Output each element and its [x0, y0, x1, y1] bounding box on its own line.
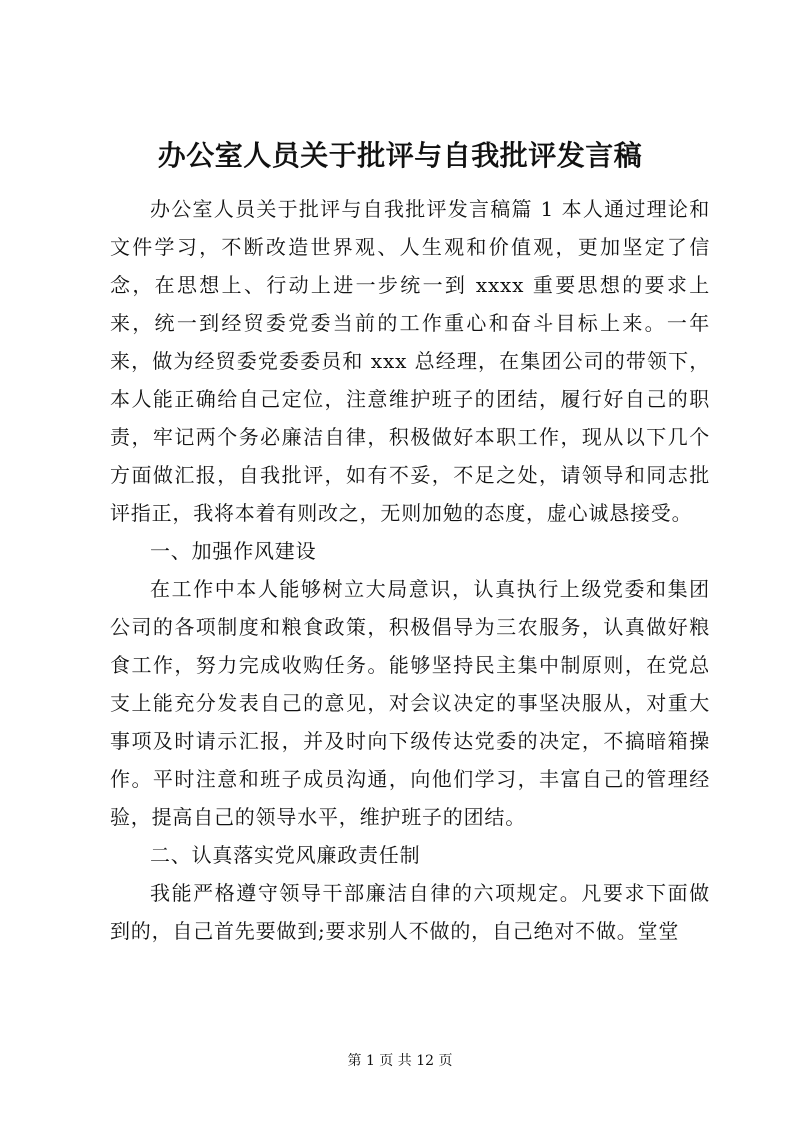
paragraph-section-1: 在工作中本人能够树立大局意识，认真执行上级党委和集团公司的各项制度和粮食政策，积极倡导为三农服务，认真做好粮食工作，努力完成收购任务。能够坚持民主集中制原则，在党总支上能充分发表自己的意见，对会议决定的事坚决服从，对重大事项及时请示汇报，并及时向下级传达党委的决定，不搞暗箱操作。平时注意和班子成员沟通，向他们学习，丰富自己的管理经验，提高自己的领导水平，维护班子的团结。: [110, 577, 710, 829]
paragraph-intro: 办公室人员关于批评与自我批评发言稿篇 1 本人通过理论和文件学习，不断改造世界观、人生观和价值观，更加坚定了信念，在思想上、行动上进一步统一到 xxxx 重要思想的要求上来，统一到经贸委党委当前的工作重心和奋斗目标上来。一年来，做为经贸委党委委员和 xxx 总经理，在集团公司的带领下，本人能正确给自己定位，注意维护班子的团结，履行好自己的职责，牢记两个务必廉洁自律，积极做好本职工作，现从以下几个方面做汇报，自我批评，如有不妥，不足之处，请领导和同志批评指正，我将本着有则改之，无则加勉的态度，虚心诚恳接受。: [110, 197, 710, 525]
page-footer: 第 1 页 共 12 页: [347, 1053, 453, 1069]
document-body: [110, 190, 710, 950]
section-heading-1: 一、加强作风建设: [150, 539, 317, 563]
paragraph-section-2: 我能严格遵守领导干部廉洁自律的六项规定。凡要求下面做到的，自己首先要做到;要求别人不做的，自己绝对不做。堂堂: [110, 881, 710, 943]
document-title: 办公室人员关于批评与自我批评发言稿: [157, 139, 643, 172]
section-heading-2: 二、认真落实党风廉政责任制: [150, 843, 421, 867]
